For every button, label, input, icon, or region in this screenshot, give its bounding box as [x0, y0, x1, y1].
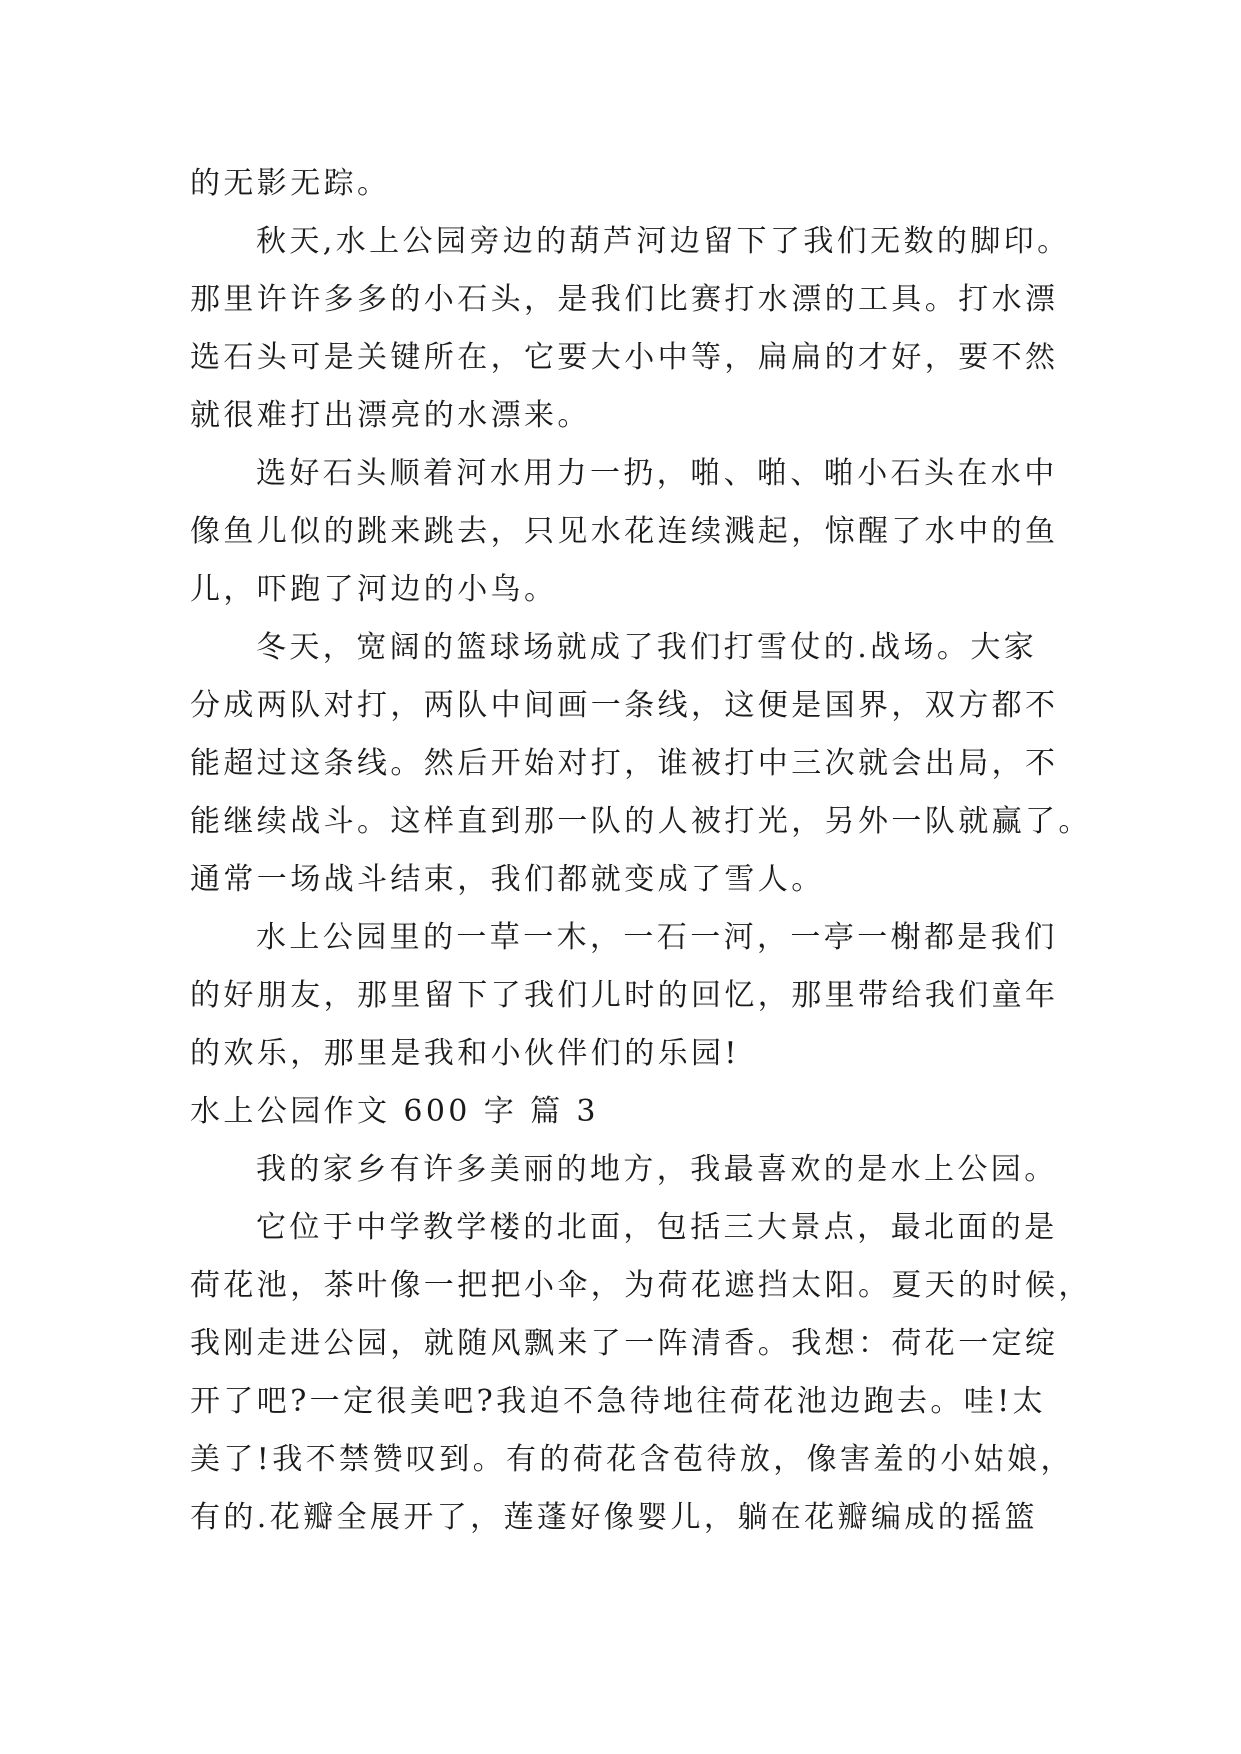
text-line: 美了!我不禁赞叹到。有的荷花含苞待放，像害羞的小姑娘， — [190, 1442, 1074, 1477]
paragraph-start: 我的家乡有许多美丽的地方，我最喜欢的是水上公园。 — [256, 1152, 1058, 1187]
text-line: 有的.花瓣全展开了，莲蓬好像婴儿，躺在花瓣编成的摇篮 — [190, 1500, 1038, 1535]
paragraph-start: 冬天，宽阔的篮球场就成了我们打雪仗的.战场。大家 — [256, 630, 1038, 665]
text-line: 那里许许多多的小石头，是我们比赛打水漂的工具。打水漂 — [190, 282, 1059, 317]
text-line: 选石头可是关键所在，它要大小中等，扁扁的才好，要不然 — [190, 340, 1059, 375]
paragraph-start: 水上公园里的一草一木，一石一河，一亭一榭都是我们 — [256, 920, 1058, 955]
text-line: 分成两队对打，两队中间画一条线，这便是国界，双方都不 — [190, 688, 1059, 723]
text-line: 能继续战斗。这样直到那一队的人被打光，另外一队就赢了。 — [190, 804, 1092, 839]
text-line: 像鱼儿似的跳来跳去，只见水花连续溅起，惊醒了水中的鱼 — [190, 514, 1059, 549]
text-line: 能超过这条线。然后开始对打，谁被打中三次就会出局，不 — [190, 746, 1059, 781]
text-line: 的欢乐，那里是我和小伙伴们的乐园! — [190, 1036, 740, 1071]
text-line: 开了吧?一定很美吧?我迫不急待地往荷花池边跑去。哇!太 — [190, 1384, 1047, 1419]
text-line: 通常一场战斗结束，我们都就变成了雪人。 — [190, 862, 825, 897]
text-line: 荷花池，茶叶像一把把小伞，为荷花遮挡太阳。夏天的时候， — [190, 1268, 1092, 1303]
text-line: 我刚走进公园，就随风飘来了一阵清香。我想：荷花一定绽 — [190, 1326, 1059, 1361]
text-line: 的好朋友，那里留下了我们儿时的回忆，那里带给我们童年 — [190, 978, 1059, 1013]
paragraph-start: 选好石头顺着河水用力一扔，啪、啪、啪小石头在水中 — [256, 456, 1058, 491]
paragraph-start: 秋天,水上公园旁边的葫芦河边留下了我们无数的脚印。 — [256, 224, 1071, 259]
text-line: 就很难打出漂亮的水漂来。 — [190, 398, 591, 433]
text-line: 的无影无踪。 — [190, 166, 391, 201]
paragraph-start: 它位于中学教学楼的北面，包括三大景点，最北面的是 — [256, 1210, 1058, 1245]
text-line: 儿，吓跑了河边的小鸟。 — [190, 572, 558, 607]
section-heading: 水上公园作文 600 字 篇 3 — [190, 1094, 599, 1129]
